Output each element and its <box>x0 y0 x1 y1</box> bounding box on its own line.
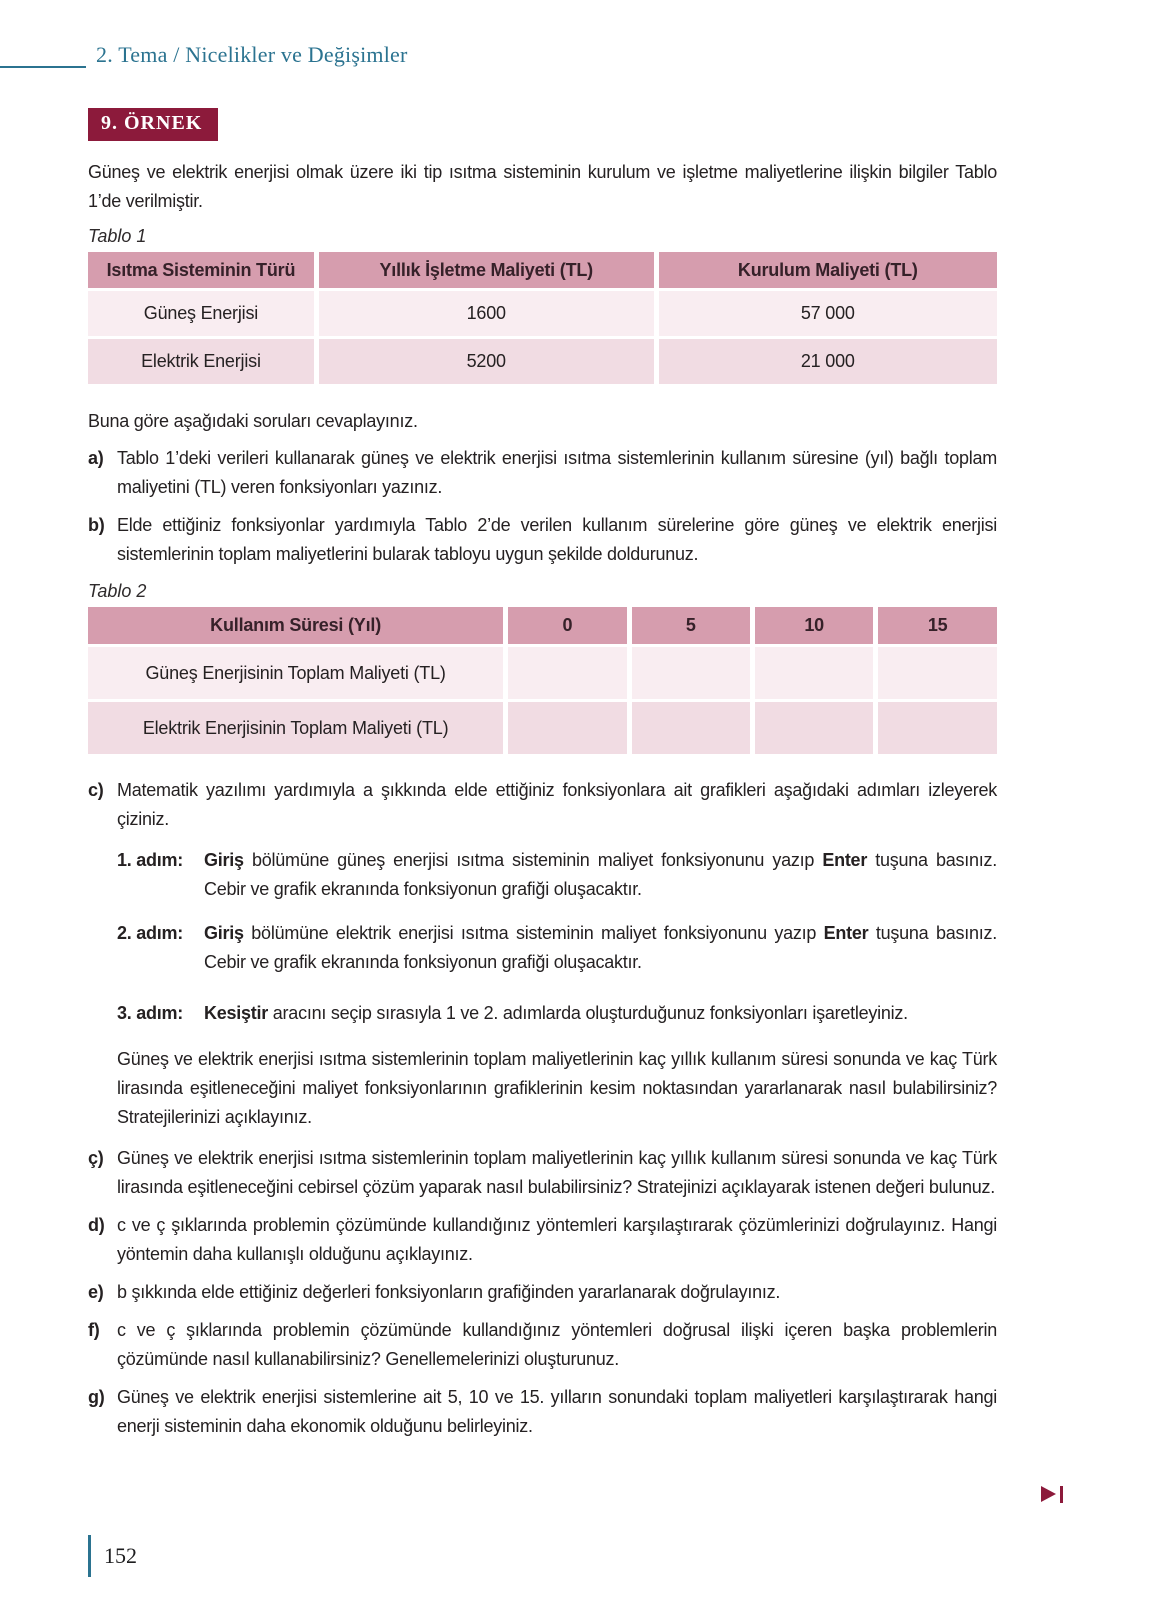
table2-header-cell: 5 <box>629 607 752 646</box>
step-label: 1. adım: <box>117 850 184 870</box>
skip-forward-icon[interactable] <box>1041 1486 1065 1503</box>
item-label: f) <box>88 1320 100 1340</box>
item-text: Matematik yazılımı yardımıyla a şıkkında elde ettiğiniz fonksiyonlara ait grafikleri aşağıdaki adımları izleyerek çiziniz. <box>117 780 997 829</box>
table1-row <box>88 290 997 338</box>
question-item-g <box>88 1383 997 1441</box>
table1-caption: Tablo 1 <box>88 226 147 246</box>
table2-header-cell: 15 <box>876 607 997 646</box>
page-number: 152 <box>88 1535 137 1577</box>
item-label: a) <box>88 448 104 468</box>
item-label: b) <box>88 515 105 535</box>
step-text-fragment: tuşuna basınız. Cebir ve grafik ekranında fonksiyonun grafiği oluşacaktır. <box>204 850 997 899</box>
table2-caption: Tablo 2 <box>88 581 147 601</box>
item-text: b şıkkında elde ettiğiniz değerleri fonksiyonların grafiğinden yararlanarak doğrulayınız. <box>117 1282 781 1302</box>
ui-term: Giriş <box>204 850 244 870</box>
step-text-fragment: bölümüne güneş enerjisi ısıtma sisteminin maliyet fonksiyonunu yazıp <box>243 850 823 870</box>
question-item-d <box>88 1211 997 1269</box>
table1-header-cell: Isıtma Sisteminin Türü <box>88 252 316 290</box>
skip-forward-bar <box>1060 1486 1063 1503</box>
item-text: Elde ettiğiniz fonksiyonlar yardımıyla Tablo 2’de verilen kullanım sürelerine göre güneş ve elektrik enerjisi sistemlerinin toplam maliyetlerini bularak tabloyu uygun şekilde doldurunuz. <box>117 515 997 564</box>
step-label: 3. adım: <box>117 1003 184 1023</box>
intro-paragraph: Güneş ve elektrik enerjisi olmak üzere iki tip ısıtma sisteminin kurulum ve işletme maliyetlerine ilişkin bilgiler Tablo 1’de verilmiştir. <box>88 162 997 211</box>
table2-empty-cell <box>752 701 875 755</box>
item-label: ç) <box>88 1148 104 1168</box>
table1-cell: Elektrik Enerjisi <box>88 338 316 385</box>
table2-empty-cell <box>876 646 997 701</box>
question-item-f <box>88 1316 997 1374</box>
skip-forward-triangle <box>1041 1486 1056 1502</box>
step-text-fragment: bölümüne elektrik enerjisi ısıtma sisteminin maliyet fonksiyonunu yazıp <box>243 923 824 943</box>
ui-term: Kesiştir <box>204 1003 269 1023</box>
table2-header-cell: 10 <box>752 607 875 646</box>
table1 <box>88 252 997 384</box>
table2-row <box>88 701 997 755</box>
question-item-c-cedilla <box>88 1144 997 1202</box>
table1-cell: 5200 <box>316 338 656 385</box>
step-text <box>204 846 997 904</box>
item-label: c) <box>88 780 104 800</box>
table1-cell: 1600 <box>316 290 656 338</box>
table2-empty-cell <box>629 646 752 701</box>
item-label: e) <box>88 1282 104 1302</box>
table2-header-cell: Kullanım Süresi (Yıl) <box>88 607 506 646</box>
step-text <box>204 999 997 1028</box>
table2 <box>88 607 997 754</box>
item-label: d) <box>88 1215 105 1235</box>
item-text: Güneş ve elektrik enerjisi sistemlerine ait 5, 10 ve 15. yılların sonundaki toplam maliyetleri karşılaştırarak hangi enerji sisteminin daha ekonomik olduğunu belirleyiniz. <box>117 1387 997 1436</box>
page-content <box>88 0 997 1441</box>
key-name: Enter <box>822 850 868 870</box>
table2-header-row <box>88 607 997 646</box>
table2-row <box>88 646 997 701</box>
table2-empty-cell <box>752 646 875 701</box>
table1-cell: 21 000 <box>656 338 997 385</box>
table2-cell: Güneş Enerjisinin Toplam Maliyeti (TL) <box>88 646 506 701</box>
question-item-c <box>88 776 997 834</box>
table2-empty-cell <box>506 646 629 701</box>
table1-header-cell: Yıllık İşletme Maliyeti (TL) <box>316 252 656 290</box>
chapter-title: 2. Tema / Nicelikler ve Değişimler <box>96 42 408 67</box>
table1-header-cell: Kurulum Maliyeti (TL) <box>656 252 997 290</box>
question-item-e <box>88 1278 997 1307</box>
step-text-fragment: aracını seçip sırasıyla 1 ve 2. adımlarda oluşturduğunuz fonksiyonları işaretleyiniz. <box>268 1003 908 1023</box>
table1-header-row <box>88 252 997 290</box>
table1-row <box>88 338 997 385</box>
item-text: c ve ç şıklarında problemin çözümünde kullandığınız yöntemleri doğrusal ilişki içeren başka problemlerin çözümünde nasıl kullanabilirsiniz? Genellemelerinizi oluşturunuz. <box>117 1320 997 1369</box>
item-label: g) <box>88 1387 105 1407</box>
step-item-3 <box>117 999 997 1028</box>
table2-empty-cell <box>506 701 629 755</box>
table1-cell: Güneş Enerjisi <box>88 290 316 338</box>
table2-cell: Elektrik Enerjisinin Toplam Maliyeti (TL) <box>88 701 506 755</box>
item-text: Güneş ve elektrik enerjisi ısıtma sistemlerinin toplam maliyetlerinin kaç yıllık kullanım süresi sonunda ve kaç Türk lirasında eşitleneceğini cebirsel çözüm yaparak nasıl bulabilirsiniz? Stratejinizi açıklayarak istenen değeri bulunuz. <box>117 1148 997 1197</box>
table2-empty-cell <box>876 701 997 755</box>
table2-empty-cell <box>629 701 752 755</box>
step-text-fragment: tuşuna basınız. Cebir ve grafik ekranında fonksiyonun grafiği oluşacaktır. <box>204 923 997 972</box>
header-rule <box>0 66 86 68</box>
key-name: Enter <box>823 923 869 943</box>
step-item-1 <box>117 846 997 904</box>
step-text <box>204 919 997 977</box>
strategy-paragraph: Güneş ve elektrik enerjisi ısıtma sistemlerinin toplam maliyetlerinin kaç yıllık kullanım süresi sonunda ve kaç Türk lirasında eşitleneceğini maliyet fonksiyonlarının grafiklerinin kesim noktasından yararlanarak nasıl bulabilirsiniz? Stratejilerinizi açıklayınız. <box>117 1049 997 1127</box>
table2-header-cell: 0 <box>506 607 629 646</box>
step-label: 2. adım: <box>117 923 184 943</box>
question-item-a <box>88 444 997 502</box>
lead-sentence: Buna göre aşağıdaki soruları cevaplayınız. <box>88 411 418 431</box>
item-text: Tablo 1’deki verileri kullanarak güneş ve elektrik enerjisi ısıtma sistemlerinin kullanım süresine (yıl) bağlı toplam maliyetini (TL) veren fonksiyonları yazınız. <box>117 448 997 497</box>
question-item-b <box>88 511 997 569</box>
ui-term: Giriş <box>204 923 244 943</box>
table1-cell: 57 000 <box>656 290 997 338</box>
example-badge: 9. ÖRNEK <box>88 108 218 141</box>
step-item-2 <box>117 919 997 977</box>
item-text: c ve ç şıklarında problemin çözümünde kullandığınız yöntemleri karşılaştırarak çözümlerinizi doğrulayınız. Hangi yöntemin daha kullanışlı olduğunu açıklayınız. <box>117 1215 997 1264</box>
